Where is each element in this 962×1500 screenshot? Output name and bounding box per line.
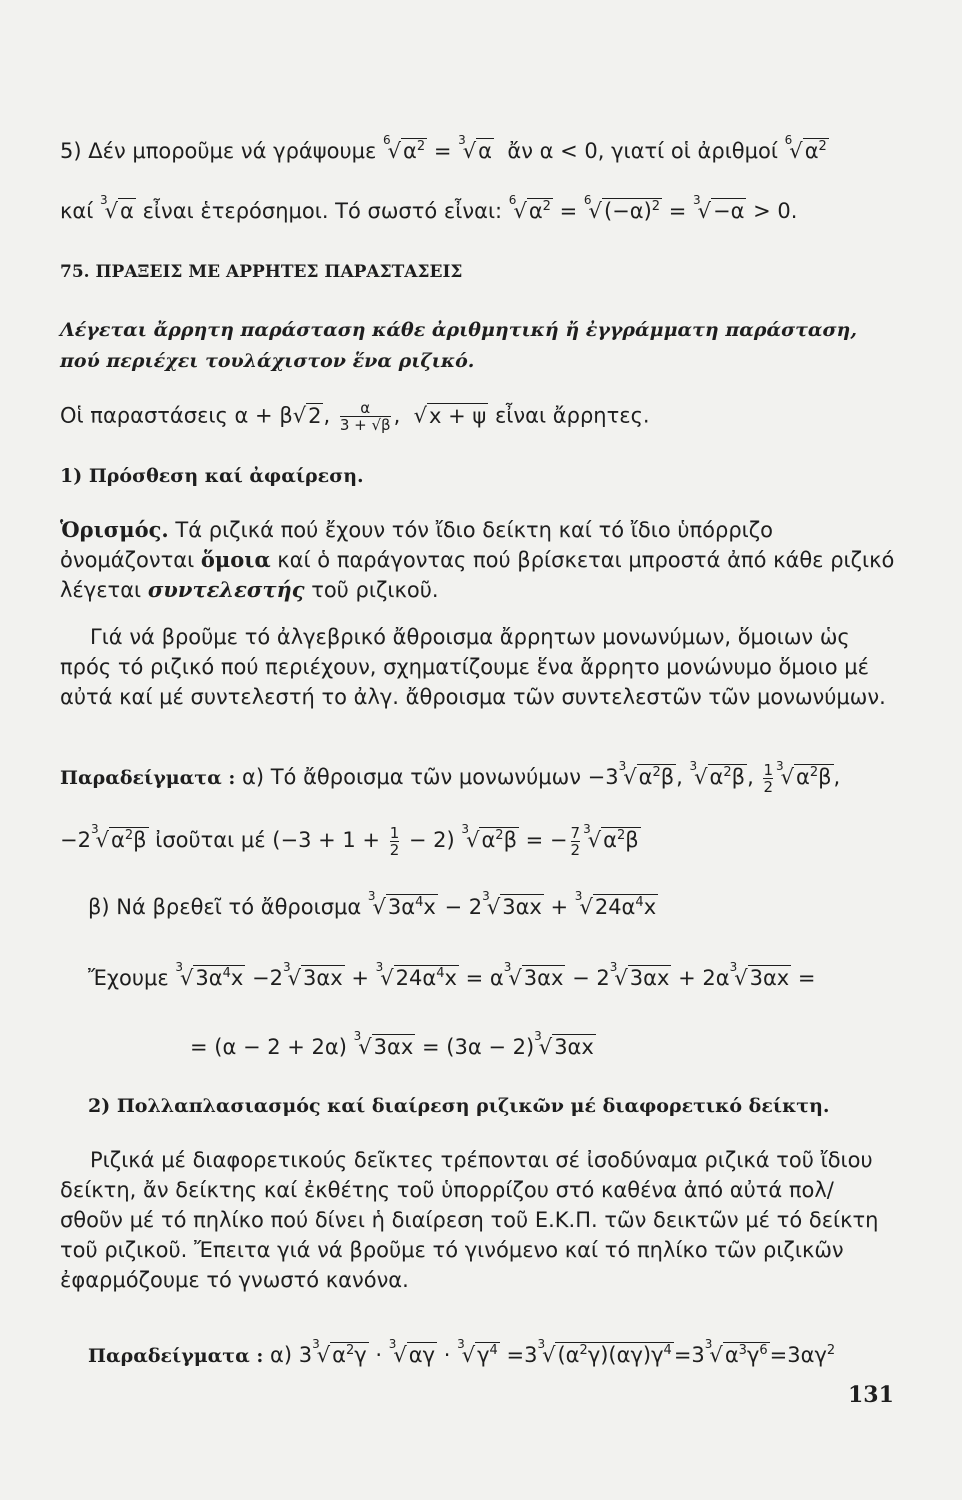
subsection-1-title: 1) Πρόσθεση καί ἀφαίρεση. <box>60 465 364 487</box>
example-a-line-1: Παραδείγματα : α) Τό ἄθροισμα τῶν $\mu o\nu\omega\nu ύ\mu\omega\nu -3^3√\alpha^2\beta$, $^3√\alpha^2\beta$, $\frac{1}{2}$ $^3√\alpha^2\beta$, <box>60 759 841 796</box>
example-a-line-2: $-2^3√\alpha^2\beta$ ἰσοῦται μέ (−3 + 1 + $\frac{1}{2}$ − 2) $^3√\alpha^2\beta$ = − $\frac{7}{2}$ $^3√\alpha^2\beta$ <box>60 822 639 859</box>
multiplication-example: Παραδείγματα : α) $3^3√\alpha^2\gamma \cdot ^3√\alpha\gamma \cdot ^3√\gamma^4 =3^3√(\alpha^2\gamma)(\alpha\gamma)\gamma^4=3^3√\alpha^3\gamma^6=3\alpha\gamma^2$ <box>88 1337 836 1367</box>
item-5-line-2: καί $^3$√α εἶναι ἑτερόσημοι. Τό σωστό εἶναι: $^6√\alpha^2 = ^6√(-\alpha)^2 = ^3√-\alpha > 0$. <box>60 193 798 223</box>
term-omoia: ὅμοια <box>200 547 271 572</box>
subsection-2-title: 2) Πολλαπλασιασμός καί διαίρεση ριζικῶν μέ διαφορετικό δείκτη. <box>88 1095 830 1117</box>
orismos-text-2: καί ὁ παράγοντας πού βρίσκεται μπροστά ἀπό κάθε ριζικό λέγεται <box>60 548 895 602</box>
example-b-line-1: β) Νά βρεθεῖ τό ἄθροισμα $^3√3\alpha^4x - 2^3√3\alpha x + ^3√24\alpha^4x$ <box>88 889 657 919</box>
definition-text: Λέγεται ἄρρητη παράσταση κάθε ἀριθμητική ἤ ἐγγράμματη παράσταση, πού περιέχει τουλάχιστον ἕνα ριζικό. <box>60 319 857 372</box>
irrational-examples: Οἱ παραστάσεις α + β√2, $\frac{\alpha}{3 + √\beta}$ , √x + ψ εἶναι ἄρρητες. <box>60 399 650 434</box>
page-number: 131 <box>848 1382 894 1408</box>
item-5-line-1: 5) Δέν μποροῦμε νά γράψουμε $^6√\alpha^2 = ^3√\alpha$ ἄν α < 0, γιατί οἱ ἀριθμοί $^6√\alpha^2$ <box>60 133 827 163</box>
orismos-label: Ὁρισμός. <box>60 517 169 542</box>
definition-similar-radicals <box>60 515 895 605</box>
section-title: 75. ΠΡΑΞΕΙΣ ΜΕ ΑΡΡΗΤΕΣ ΠΑΡΑΣΤΑΣΕΙΣ <box>60 262 463 282</box>
sum-rule-paragraph: Γιά νά βροῦμε τό ἀλγεβρικό ἄθροισμα ἄρρητων μονωνύμων, ὅμοιων ὡς πρός τό ριζικό πού περιέχουν, σχηματίζουμε ἕνα ἄρρητο μονώνυμο ὅμοιο μέ αὐτά καί μέ συντελεστή το ἀλγ. ἄθροισμα τῶν συντελεστῶν τῶν μονωνύμων. <box>60 625 886 709</box>
example-b-line-2: Ἔχουμε $^3√3\alpha^4x -2^3√3\alpha x + ^3√24\alpha^4x = \alpha^3√3\alpha x - 2^3√3\alpha x + 2\alpha^3√3\alpha x$ = <box>88 960 816 990</box>
multiplication-rule-paragraph: Ριζικά μέ διαφορετικούς δεῖκτες τρέπονται σέ ἰσοδύναμα ριζικά τοῦ ἴδιου δείκτη, ἄν δείκτης καί ἐκθέτης τοῦ ὑπορρίζου στό καθένα ἀπό αὐτά πολ/σθοῦν μέ τό πηλίκο πού δίνει ἡ διαίρεση τοῦ Ε.Κ.Π. τῶν δεικτῶν μέ τό δείκτη τοῦ ριζικοῦ. Ἔπειτα γιά νά βροῦμε τό γινόμενο καί τό πηλίκο τῶν ριζικῶν ἐφαρμόζουμε τό γνωστό κανόνα. <box>60 1148 879 1292</box>
example-b-line-3: = (α − 2 + 2α) $^3√3\alpha x = (3\alpha - 2)^3√3\alpha x$ <box>190 1029 594 1059</box>
orismos-text-3: τοῦ ριζικοῦ. <box>304 578 439 602</box>
term-syntelestis: συντελεστής <box>147 577 305 602</box>
examples-label: Παραδείγματα : <box>60 767 236 789</box>
orismos-text-1: Τά ριζικά πού ἔχουν τόν ἴδιο δείκτη καί τό ἴδιο ὑπόρριζο ὀνομάζονται <box>60 518 774 572</box>
examples-label-2: Παραδείγματα : <box>88 1345 264 1367</box>
